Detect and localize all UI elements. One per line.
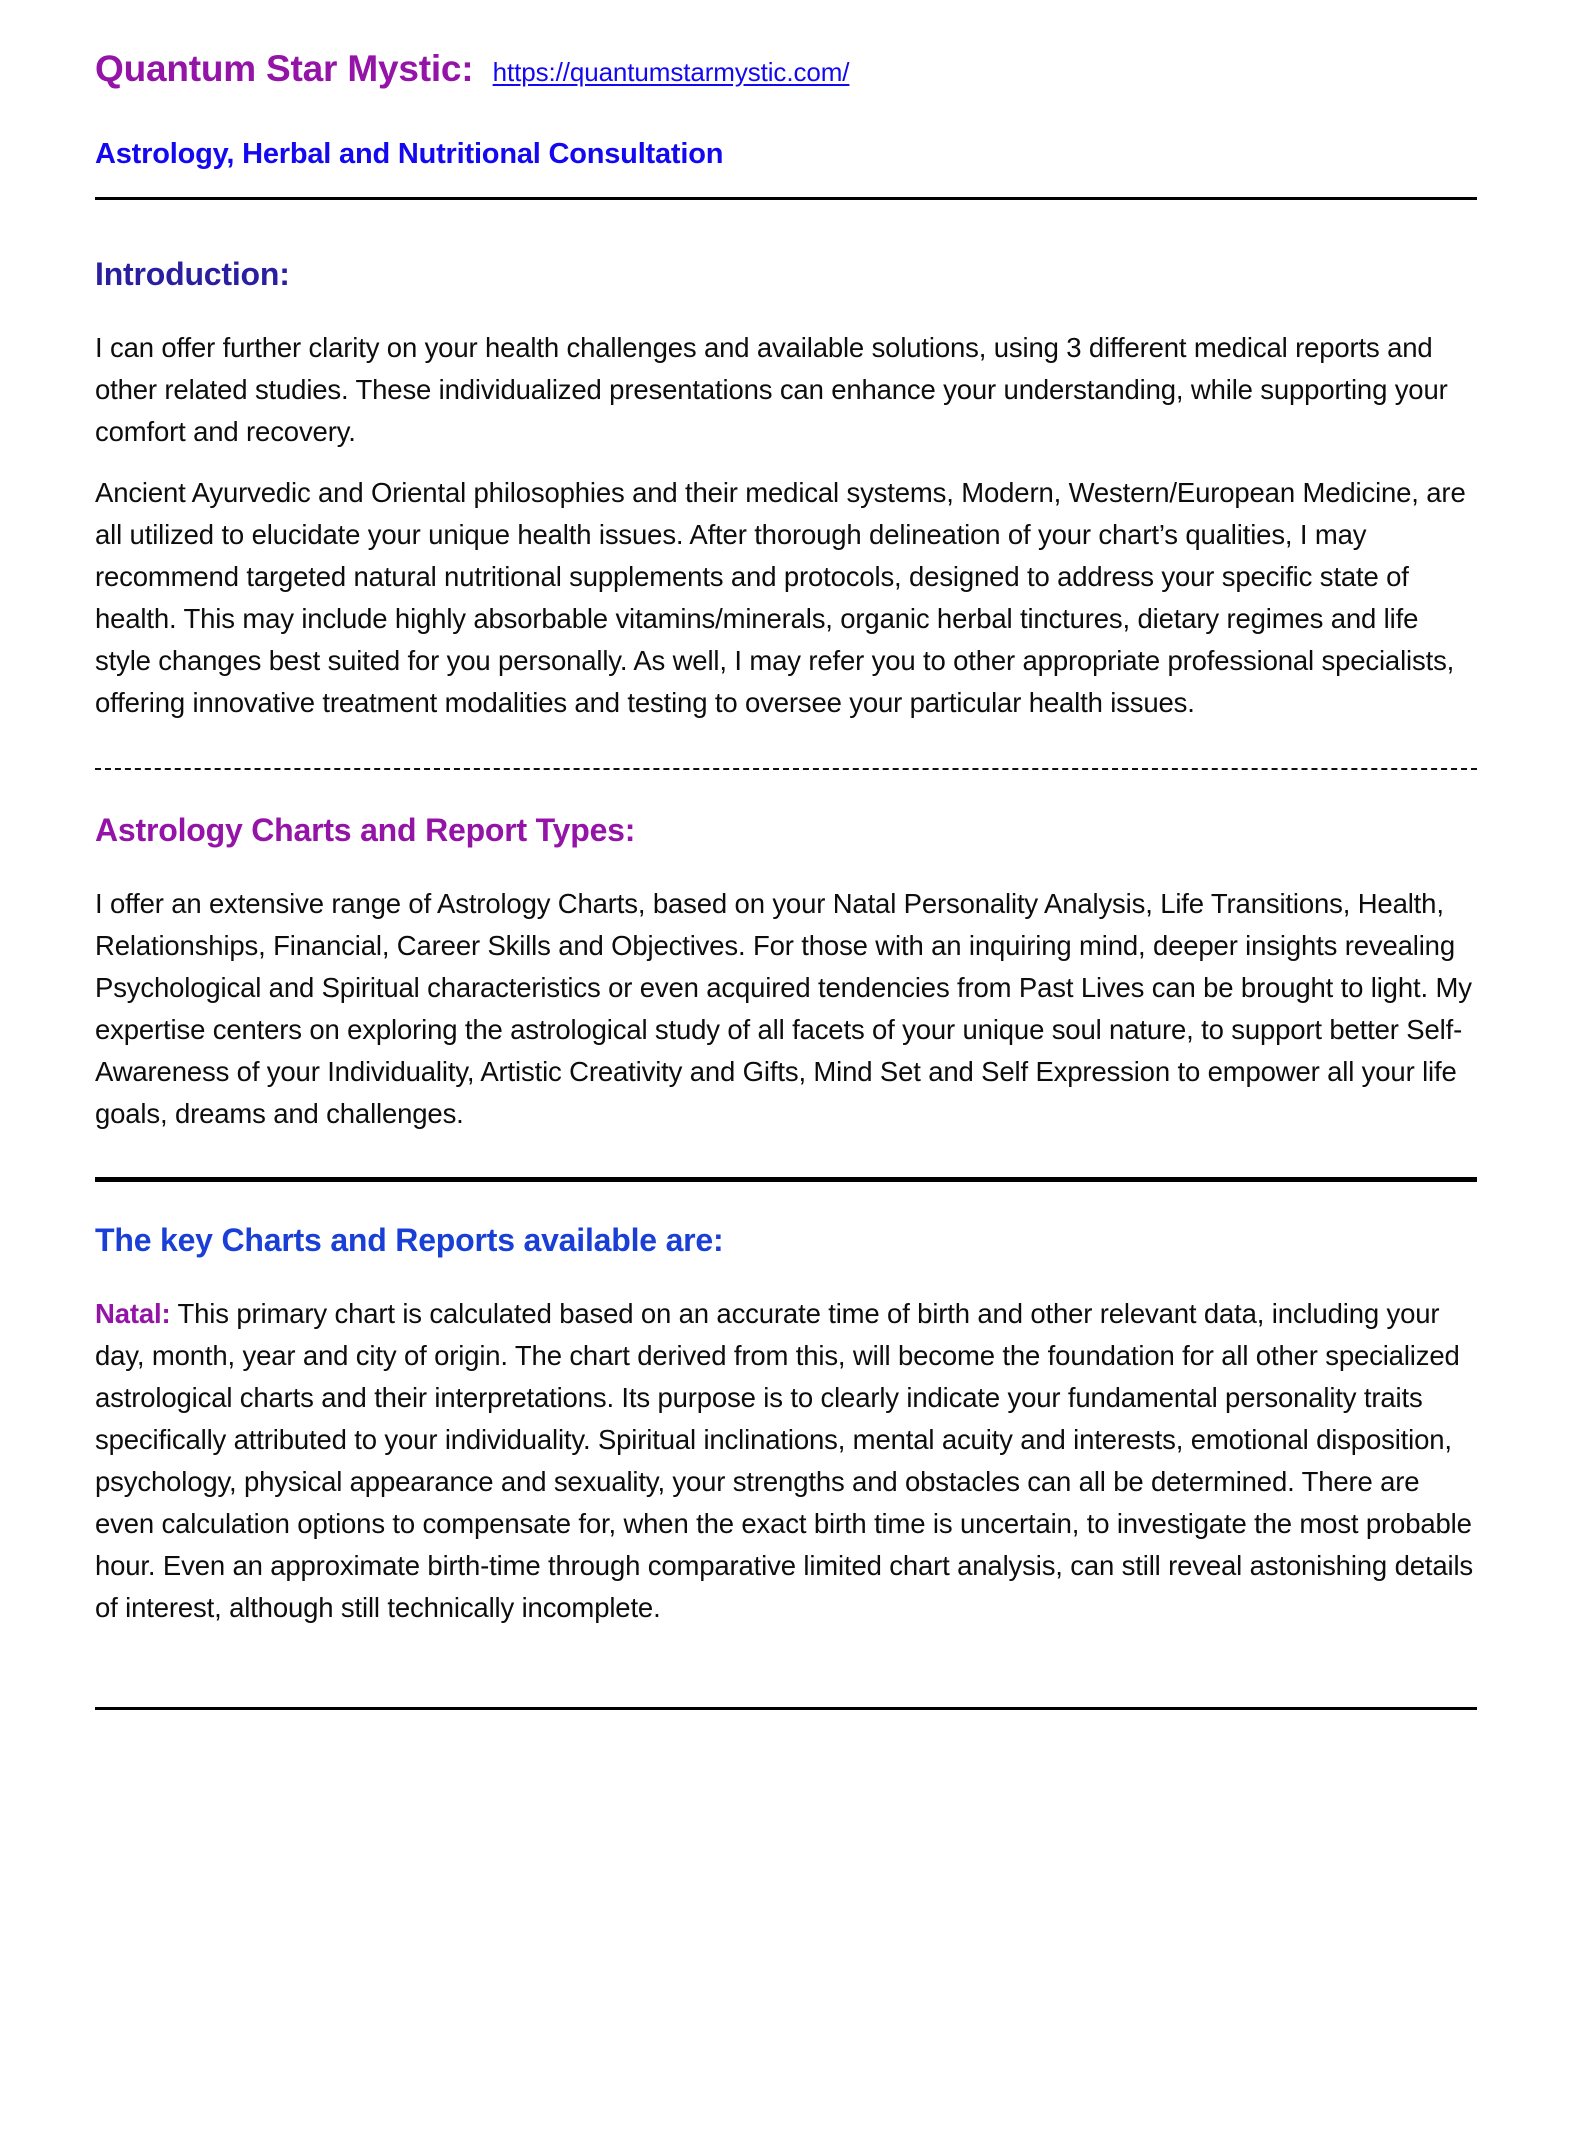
spacer-intro-paragraphs bbox=[95, 453, 1477, 472]
spacer-after-chart-types-heading bbox=[95, 849, 1477, 883]
spacer-intro-heading bbox=[95, 200, 1477, 256]
spacer-before-thick-divider bbox=[95, 1135, 1477, 1177]
masthead bbox=[95, 0, 1477, 90]
heading-introduction: Introduction: bbox=[95, 256, 290, 292]
document-subtitle: Astrology, Herbal and Nutritional Consultation bbox=[95, 138, 724, 170]
spacer-after-key-charts-heading bbox=[95, 1259, 1477, 1293]
site-url-link[interactable]: https://quantumstarmystic.com/ bbox=[492, 57, 850, 87]
spacer-after-thick-divider bbox=[95, 1182, 1477, 1222]
heading-astrology-charts-and-report-types: Astrology Charts and Report Types: bbox=[95, 812, 636, 848]
natal-body-text: This primary chart is calculated based on an accurate time of birth and other relevant data, including your day, month, year and city of origin. The chart derived from this, will become the foundation for all other specialized astrological charts and their interpretations. Its purpose is to clearly indicate your fundamental personality traits specifically attributed to your individuality. Spiritual inclinations, mental acuity and interests, emotional disposition, psychology, physical appearance and sexuality, your strengths and obstacles can all be determined. There are even calculation options to compensate for, when the exact birth time is uncertain, to investigate the most probable hour. Even an approximate birth-time through comparative limited chart analysis, can still reveal astonishing details of interest, although still technically incomplete. bbox=[95, 1298, 1474, 1623]
brand-title: Quantum Star Mystic bbox=[95, 48, 462, 89]
spacer-before-dashed-divider bbox=[95, 724, 1477, 768]
divider-bottom-solid bbox=[95, 1707, 1477, 1710]
chart-types-paragraph: I offer an extensive range of Astrology Charts, based on your Natal Personality Analysis, Life Transitions, Health, Relationships, Financial, Career Skills and Objectives. For those with an inquiring mind, deeper insights revealing Psychological and Spiritual characteristics or even acquired tendencies from Past Lives can be brought to light. My expertise centers on exploring the astrological study of all facets of your unique soul nature, to support better Self-Awareness of your Individuality, Artistic Creativity and Gifts, Mind Set and Self Expression to empower all your life goals, dreams and challenges. bbox=[95, 888, 1472, 1129]
natal-label: Natal: bbox=[95, 1298, 171, 1329]
spacer-after-intro-heading bbox=[95, 293, 1477, 327]
intro-paragraph-1: I can offer further clarity on your health challenges and available solutions, using 3 different medical reports and other related studies. These individualized presentations can enhance your understanding, while supporting your comfort and recovery. bbox=[95, 332, 1448, 447]
natal-paragraph bbox=[95, 1293, 1477, 1629]
heading-key-charts-and-reports: The key Charts and Reports available are: bbox=[95, 1222, 724, 1258]
spacer-before-bottom-divider bbox=[95, 1629, 1477, 1681]
brand-title-colon: : bbox=[461, 48, 474, 89]
intro-paragraph-2: Ancient Ayurvedic and Oriental philosophies and their medical systems, Modern, Western/European Medicine, are all utilized to elucidate your unique health issues. After thorough delineation of your chart’s qualities, I may recommend targeted natural nutritional supplements and protocols, designed to address your specific state of health. This may include highly absorbable vitamins/minerals, organic herbal tinctures, dietary regimes and life style changes best suited for you personally. As well, I may refer you to other appropriate professional specialists, offering innovative treatment modalities and testing to oversee your particular health issues. bbox=[95, 477, 1466, 718]
spacer-after-dashed-divider bbox=[95, 770, 1477, 812]
